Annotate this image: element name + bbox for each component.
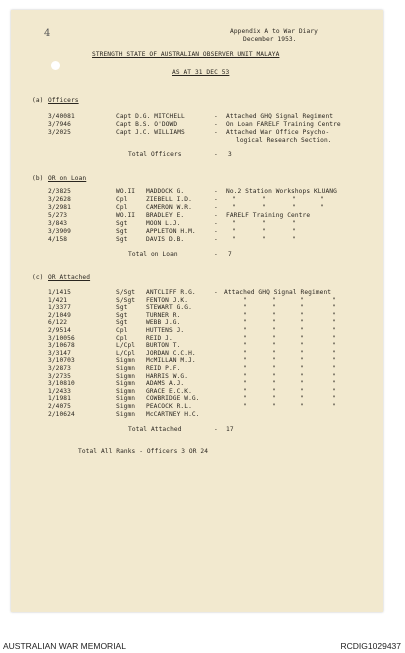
ditto-mark: ": [243, 304, 247, 311]
ditto-mark: ": [272, 335, 276, 342]
total-label: Total on Loan: [128, 251, 178, 258]
service-number: 2/10624: [48, 411, 75, 418]
service-number: 4/158: [48, 236, 68, 243]
soldier-name: MOON L.J.: [146, 220, 181, 227]
ditto-mark: ": [272, 395, 276, 402]
ditto-mark: ": [232, 196, 236, 203]
ditto-mark: ": [243, 297, 247, 304]
rank: Sgt: [116, 312, 128, 319]
total-value: 7: [228, 251, 232, 258]
ditto-mark: ": [243, 335, 247, 342]
rank: L/Cpl: [116, 350, 136, 357]
ditto-mark: ": [243, 403, 247, 410]
soldier-name: STEWART G.G.: [146, 304, 192, 311]
dash: -: [214, 289, 218, 296]
rank: Cpl: [116, 335, 128, 342]
ditto-mark: ": [332, 357, 336, 364]
ditto-mark: ": [292, 236, 296, 243]
dash: -: [214, 228, 218, 235]
dash: -: [214, 113, 218, 120]
punch-hole: [51, 61, 60, 70]
service-number: 1/1981: [48, 395, 71, 402]
soldier-name: JORDAN C.C.H.: [146, 350, 196, 357]
rank: Cpl: [116, 327, 128, 334]
rank: Sigmn: [116, 357, 136, 364]
dash: -: [214, 129, 218, 136]
ditto-mark: ": [300, 335, 304, 342]
ditto-mark: ": [262, 220, 266, 227]
ditto-mark: ": [292, 204, 296, 211]
dash: -: [214, 236, 218, 243]
service-number: 1/2433: [48, 388, 71, 395]
service-number: 3/10703: [48, 357, 75, 364]
soldier-name: COWBRIDGE W.G.: [146, 395, 200, 402]
service-number: 3/843: [48, 220, 68, 227]
ditto-mark: ": [243, 388, 247, 395]
ditto-mark: ": [272, 403, 276, 410]
remark: Attached War Office Psycho-: [226, 129, 330, 136]
service-number: 3/3909: [48, 228, 71, 235]
total-label: Total Officers: [128, 151, 182, 158]
soldier-name: BURTON T.: [146, 342, 181, 349]
ditto-mark: ": [272, 388, 276, 395]
ditto-mark: ": [243, 327, 247, 334]
ditto-mark: ": [243, 342, 247, 349]
ditto-mark: ": [300, 327, 304, 334]
service-number: 6/122: [48, 319, 68, 326]
dash: -: [214, 220, 218, 227]
ditto-mark: ": [332, 335, 336, 342]
pencil-mark: 4: [44, 28, 51, 39]
ditto-mark: ": [332, 319, 336, 326]
rank: Sgt: [116, 236, 128, 243]
soldier-name: PEACOCK R.L.: [146, 403, 192, 410]
soldier-name: TURNER R.: [146, 312, 181, 319]
ditto-mark: ": [272, 342, 276, 349]
service-number: 1/1415: [48, 289, 71, 296]
soldier-name: MADDOCK G.: [146, 188, 185, 195]
ditto-mark: ": [300, 312, 304, 319]
rank: S/Sgt: [116, 289, 136, 296]
ditto-mark: ": [232, 236, 236, 243]
rank: WO.II: [116, 188, 136, 195]
ditto-mark: ": [320, 196, 324, 203]
rank: Sgt: [116, 304, 128, 311]
ditto-mark: ": [272, 312, 276, 319]
ditto-mark: ": [272, 304, 276, 311]
rank: Sigmn: [116, 403, 136, 410]
service-number: 2/3825: [48, 188, 71, 195]
ditto-mark: ": [300, 388, 304, 395]
ditto-mark: ": [243, 357, 247, 364]
appendix-line-2: December 1953.: [243, 36, 297, 43]
rank: Cpl: [116, 196, 128, 203]
ditto-mark: ": [332, 373, 336, 380]
soldier-name: REID J.: [146, 335, 173, 342]
service-number: 3/2981: [48, 204, 71, 211]
rank: Sgt: [116, 228, 128, 235]
ditto-mark: ": [243, 373, 247, 380]
rank: WO.II: [116, 212, 136, 219]
ditto-mark: ": [332, 365, 336, 372]
remark: No.2 Station Workshops KLUANG: [226, 188, 337, 195]
ditto-mark: ": [292, 196, 296, 203]
remark: logical Research Section.: [236, 137, 332, 144]
ditto-mark: ": [300, 304, 304, 311]
ditto-mark: ": [300, 319, 304, 326]
ditto-mark: ": [232, 204, 236, 211]
dash: -: [214, 121, 218, 128]
ditto-mark: ": [332, 350, 336, 357]
section-prefix: (b): [32, 175, 44, 182]
service-number: 3/2873: [48, 365, 71, 372]
ditto-mark: ": [262, 204, 266, 211]
ditto-mark: ": [272, 319, 276, 326]
service-number: 1/421: [48, 297, 68, 304]
soldier-name: APPLETON H.M.: [146, 228, 196, 235]
grand-total: Total All Ranks - Officers 3 OR 24: [78, 448, 209, 455]
ditto-mark: ": [232, 220, 236, 227]
total-dash: -: [214, 151, 218, 158]
section-heading: Officers: [48, 97, 79, 104]
ditto-mark: ": [332, 388, 336, 395]
rank-name: Capt D.G. MITCHELL: [116, 113, 185, 120]
section-prefix: (a): [32, 97, 44, 104]
ditto-mark: ": [300, 350, 304, 357]
remark: Attached GHQ Signal Regiment: [224, 289, 332, 296]
soldier-name: FENTON J.K.: [146, 297, 189, 304]
ditto-mark: ": [332, 342, 336, 349]
ditto-mark: ": [332, 327, 336, 334]
rank: Sigmn: [116, 365, 136, 372]
dash: -: [214, 188, 218, 195]
rank-name: Capt J.C. WILLIAMS: [116, 129, 185, 136]
footer: [0, 637, 405, 653]
rank: Sigmn: [116, 373, 136, 380]
rank: Sigmn: [116, 395, 136, 402]
soldier-name: HARRIS W.G.: [146, 373, 189, 380]
ditto-mark: ": [272, 380, 276, 387]
section-heading: OR on Loan: [48, 175, 87, 182]
ditto-mark: ": [232, 228, 236, 235]
total-value: 3: [228, 151, 232, 158]
soldier-name: ANTCLIFF R.G.: [146, 289, 196, 296]
remark: Attached GHQ Signal Regiment: [226, 113, 334, 120]
ditto-mark: ": [272, 297, 276, 304]
service-number: 3/10056: [48, 335, 75, 342]
ditto-mark: ": [272, 365, 276, 372]
service-number: 2/1049: [48, 312, 71, 319]
remark: On Loan FARELF Training Centre: [226, 121, 341, 128]
soldier-name: ZIEBELL I.D.: [146, 196, 192, 203]
ditto-mark: ": [272, 327, 276, 334]
ditto-mark: ": [262, 196, 266, 203]
ditto-mark: ": [272, 357, 276, 364]
rank: S/Sgt: [116, 297, 136, 304]
service-number: 3/10810: [48, 380, 75, 387]
ditto-mark: ": [332, 380, 336, 387]
total-label: Total Attached: [128, 426, 182, 433]
footer-source: AUSTRALIAN WAR MEMORIAL: [3, 641, 126, 651]
ditto-mark: ": [300, 365, 304, 372]
total-dash: -: [214, 426, 218, 433]
service-number: 3/2025: [48, 129, 71, 136]
appendix-line-1: Appendix A to War Diary: [230, 28, 318, 35]
soldier-name: ADAMS A.J.: [146, 380, 185, 387]
soldier-name: McCARTNEY H.C.: [146, 411, 200, 418]
dash: -: [214, 204, 218, 211]
soldier-name: HUTTENS J.: [146, 327, 185, 334]
service-number: 3/3147: [48, 350, 71, 357]
section-prefix: (c): [32, 274, 44, 281]
ditto-mark: ": [262, 236, 266, 243]
rank: Sgt: [116, 319, 128, 326]
soldier-name: WEBB J.G.: [146, 319, 181, 326]
total-dash: -: [214, 251, 218, 258]
soldier-name: McMILLAN M.J.: [146, 357, 196, 364]
soldier-name: REID P.F.: [146, 365, 181, 372]
ditto-mark: ": [243, 350, 247, 357]
rank: Sigmn: [116, 380, 136, 387]
ditto-mark: ": [300, 403, 304, 410]
document-title: STRENGTH STATE OF AUSTRALIAN OBSERVER UNIT MALAYA: [92, 51, 280, 58]
rank: Sigmn: [116, 411, 136, 418]
service-number: 3/7946: [48, 121, 71, 128]
section-heading: OR Attached: [48, 274, 91, 281]
ditto-mark: ": [243, 365, 247, 372]
ditto-mark: ": [300, 395, 304, 402]
rank: L/Cpl: [116, 342, 136, 349]
ditto-mark: ": [320, 204, 324, 211]
ditto-mark: ": [332, 403, 336, 410]
ditto-mark: ": [300, 297, 304, 304]
soldier-name: BRADLEY E.: [146, 212, 185, 219]
remark: FARELF Training Centre: [226, 212, 311, 219]
service-number: 1/3377: [48, 304, 71, 311]
soldier-name: GRACE E.C.K.: [146, 388, 192, 395]
ditto-mark: ": [272, 350, 276, 357]
footer-id: RCDIG1029437: [340, 641, 401, 651]
ditto-mark: ": [243, 380, 247, 387]
service-number: 3/10678: [48, 342, 75, 349]
dash: -: [214, 196, 218, 203]
ditto-mark: ": [243, 395, 247, 402]
service-number: 3/2735: [48, 373, 71, 380]
service-number: 3/40081: [48, 113, 75, 120]
ditto-mark: ": [300, 380, 304, 387]
service-number: 2/9514: [48, 327, 71, 334]
ditto-mark: ": [292, 228, 296, 235]
service-number: 5/273: [48, 212, 68, 219]
total-value: 17: [226, 426, 234, 433]
dash: -: [214, 212, 218, 219]
ditto-mark: ": [332, 304, 336, 311]
ditto-mark: ": [300, 342, 304, 349]
ditto-mark: ": [243, 319, 247, 326]
ditto-mark: ": [332, 312, 336, 319]
rank-name: Capt B.S. O'DOWD: [116, 121, 178, 128]
document-subtitle: AS AT 31 DEC 53: [172, 69, 230, 76]
service-number: 3/2628: [48, 196, 71, 203]
ditto-mark: ": [262, 228, 266, 235]
ditto-mark: ": [300, 373, 304, 380]
ditto-mark: ": [300, 357, 304, 364]
rank: Sgt: [116, 220, 128, 227]
ditto-mark: ": [243, 312, 247, 319]
ditto-mark: ": [332, 297, 336, 304]
soldier-name: CAMERON W.R.: [146, 204, 192, 211]
ditto-mark: ": [332, 395, 336, 402]
soldier-name: DAVIS D.B.: [146, 236, 185, 243]
ditto-mark: ": [272, 373, 276, 380]
service-number: 2/4075: [48, 403, 71, 410]
rank: Cpl: [116, 204, 128, 211]
ditto-mark: ": [292, 220, 296, 227]
rank: Sigmn: [116, 388, 136, 395]
